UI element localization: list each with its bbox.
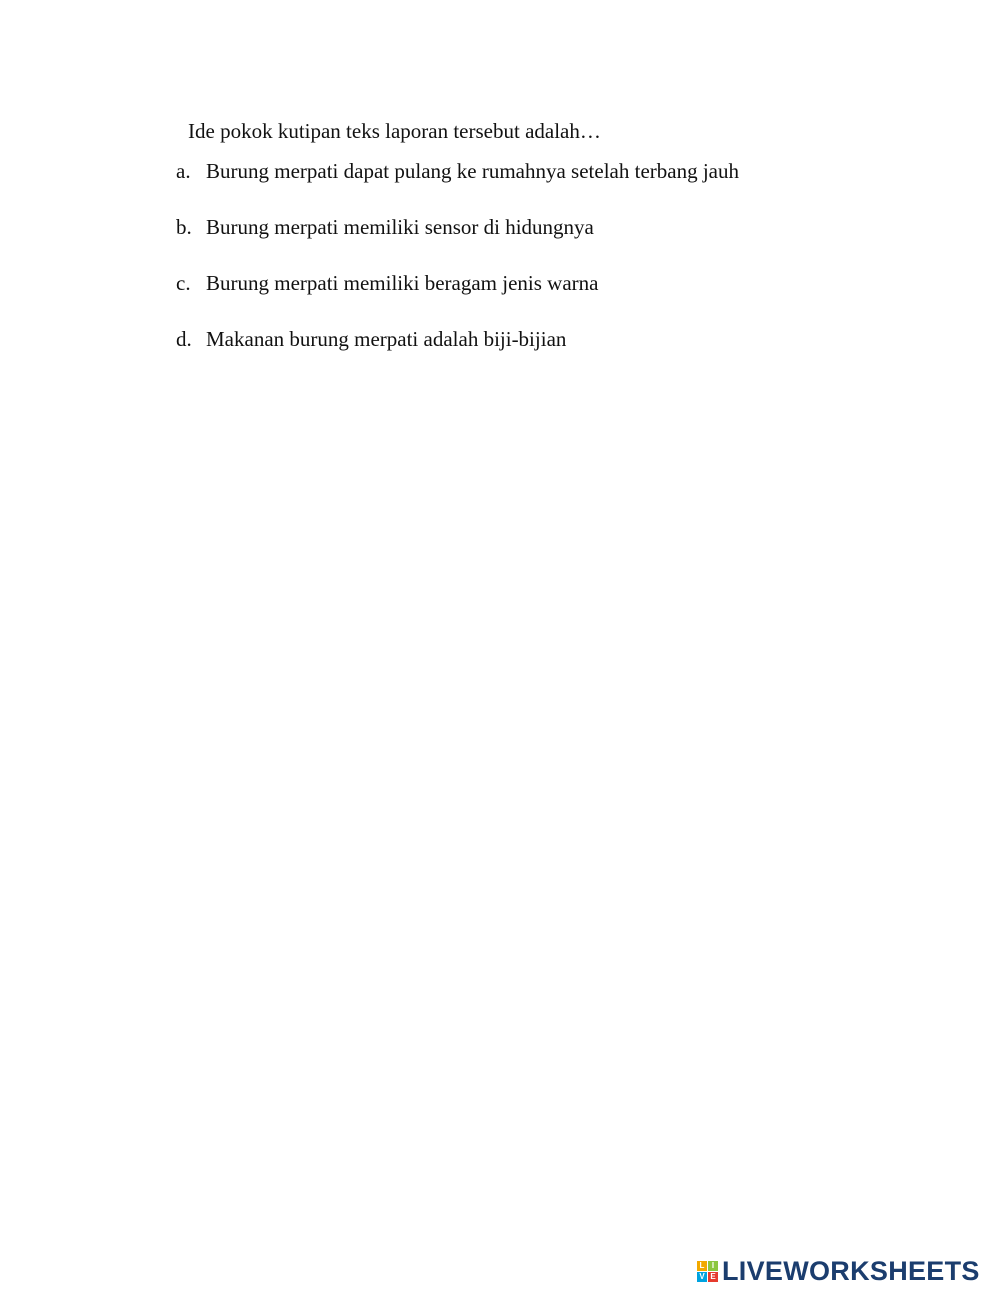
badge-letter: L — [697, 1261, 707, 1271]
badge-letter: I — [708, 1261, 718, 1271]
logo-text: LIVEWORKSHEETS — [722, 1256, 980, 1286]
option-b[interactable] — [176, 212, 739, 242]
option-c[interactable] — [176, 268, 739, 298]
option-letter: b. — [176, 215, 192, 239]
question-text: Ide pokok kutipan teks laporan tersebut adalah… — [188, 119, 601, 143]
option-a[interactable] — [176, 156, 739, 186]
liveworksheets-logo — [697, 1256, 980, 1286]
option-d[interactable] — [176, 324, 739, 354]
badge-letter: E — [708, 1272, 718, 1282]
option-letter: c. — [176, 271, 191, 295]
option-letter: d. — [176, 327, 192, 351]
badge-letter: V — [697, 1272, 707, 1282]
answer-options — [176, 156, 739, 380]
option-text: Burung merpati memiliki beragam jenis warna — [206, 271, 599, 295]
live-badge-icon — [697, 1261, 718, 1282]
option-text: Burung merpati dapat pulang ke rumahnya setelah terbang jauh — [206, 159, 739, 183]
option-letter: a. — [176, 159, 191, 183]
option-text: Makanan burung merpati adalah biji-bijian — [206, 327, 567, 351]
option-text: Burung merpati memiliki sensor di hidungnya — [206, 215, 594, 239]
